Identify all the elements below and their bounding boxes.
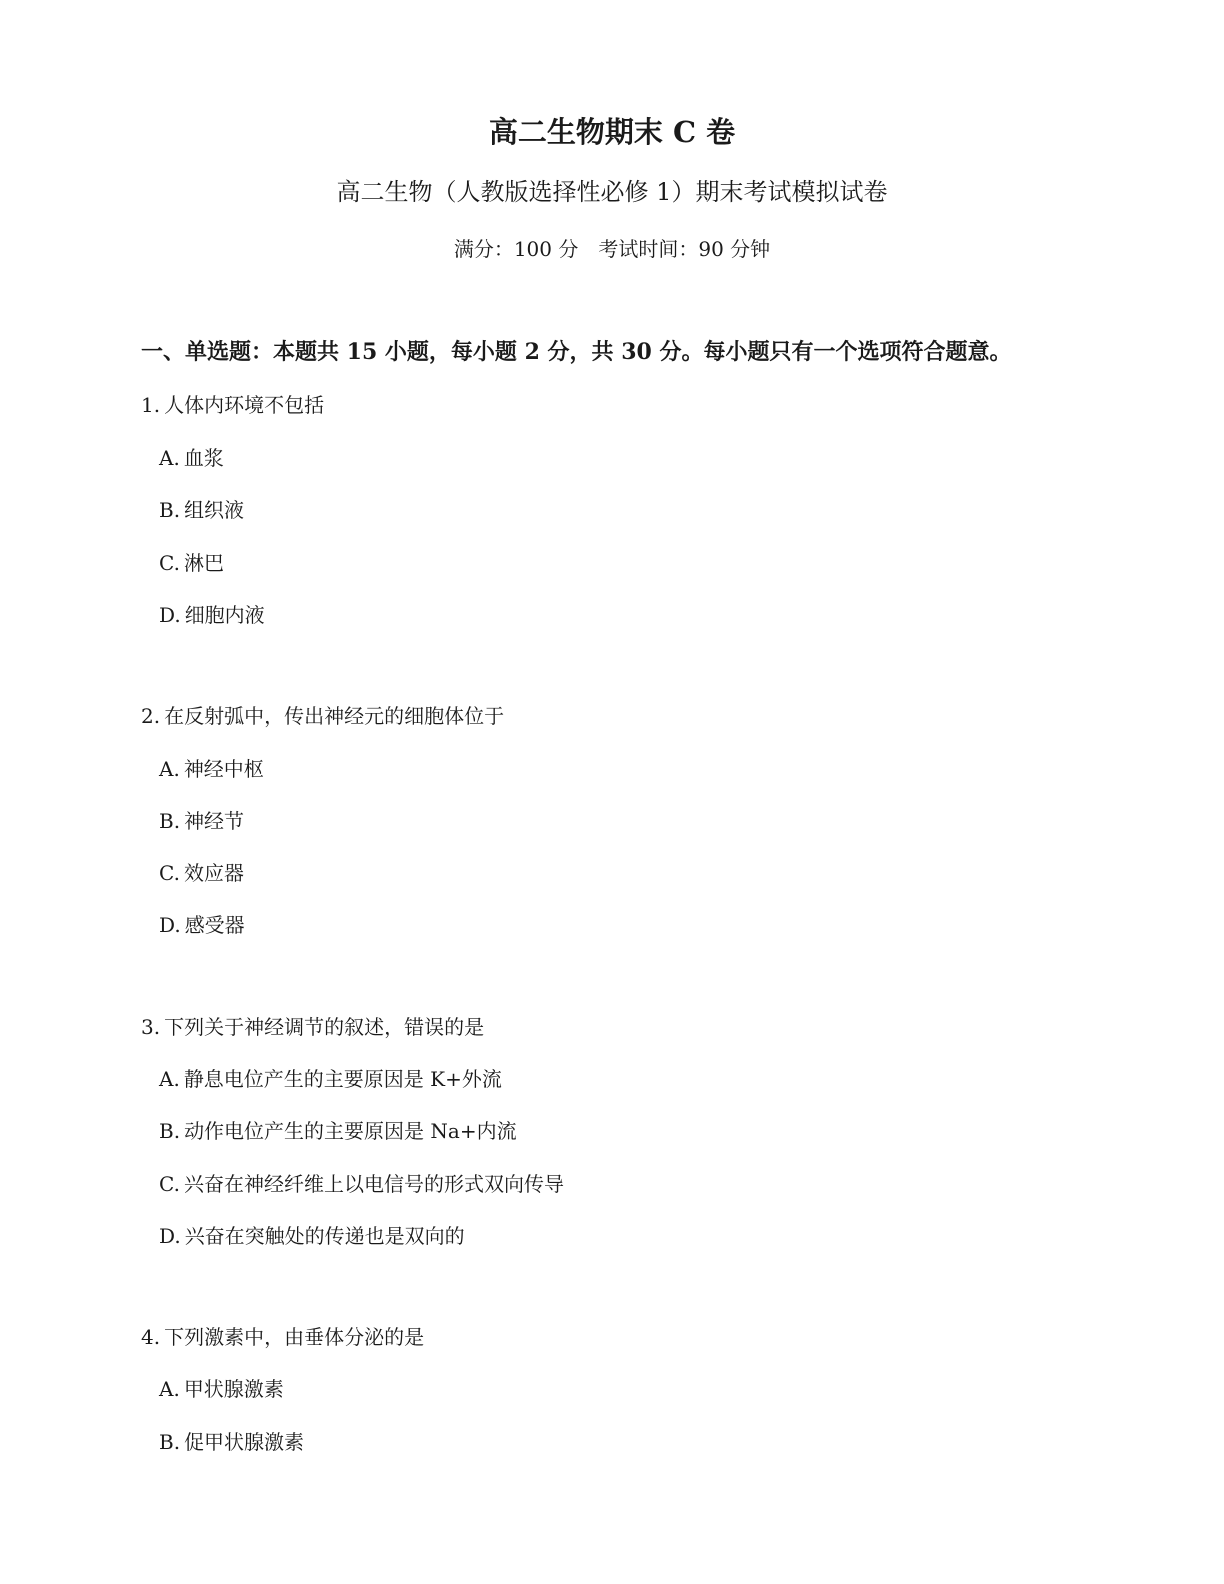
option-text: 兴奋在神经纤维上以电信号的形式双向传导 — [183, 1172, 564, 1196]
question-2-option-d — [159, 910, 245, 940]
option-letter: C. — [159, 861, 180, 885]
question-number: 3. — [141, 1015, 161, 1039]
section-heading: 一、单选题：本题共 15 小题，每小题 2 分，共 30 分。每小题只有一个选项符合题意。 — [141, 339, 1012, 365]
option-text: 感受器 — [184, 913, 245, 937]
question-1-option-a — [159, 443, 224, 473]
option-letter: A. — [159, 757, 180, 781]
option-letter: B. — [159, 1119, 181, 1143]
option-text: 甲状腺激素 — [183, 1377, 284, 1401]
question-4-stem — [141, 1322, 424, 1352]
question-3-option-b — [159, 1116, 517, 1146]
question-text: 下列关于神经调节的叙述，错误的是 — [164, 1015, 485, 1039]
option-letter: D. — [159, 603, 181, 627]
option-letter: A. — [159, 1067, 180, 1091]
question-2-option-a — [159, 754, 264, 784]
option-text: 动作电位产生的主要原因是 Na+内流 — [184, 1119, 517, 1143]
question-text: 下列激素中，由垂体分泌的是 — [164, 1325, 425, 1349]
option-text: 组织液 — [184, 498, 245, 522]
exam-meta: 满分：100 分 考试时间：90 分钟 — [453, 237, 771, 261]
question-2-option-b — [159, 806, 244, 836]
option-letter: B. — [159, 809, 181, 833]
question-text: 人体内环境不包括 — [164, 393, 325, 417]
question-4-option-a — [159, 1374, 284, 1404]
question-3-option-c — [159, 1169, 564, 1199]
option-letter: B. — [159, 1430, 181, 1454]
option-letter: A. — [159, 1377, 180, 1401]
question-number: 1. — [141, 393, 161, 417]
question-4-option-b — [159, 1427, 304, 1457]
document-subtitle: 高二生物（人教版选择性必修 1）期末考试模拟试卷 — [336, 178, 888, 206]
option-letter: D. — [159, 1224, 181, 1248]
question-2-option-c — [159, 858, 244, 888]
option-letter: B. — [159, 498, 181, 522]
option-text: 效应器 — [183, 861, 244, 885]
question-2-stem — [141, 701, 504, 731]
option-text: 兴奋在突触处的传递也是双向的 — [184, 1224, 465, 1248]
option-letter: C. — [159, 1172, 180, 1196]
question-1-option-d — [159, 600, 265, 630]
option-text: 神经节 — [184, 809, 245, 833]
question-1-stem — [141, 390, 324, 420]
option-text: 促甲状腺激素 — [184, 1430, 305, 1454]
question-number: 2. — [141, 704, 161, 728]
question-3-option-d — [159, 1221, 465, 1251]
option-text: 静息电位产生的主要原因是 K+外流 — [183, 1067, 502, 1091]
option-text: 淋巴 — [183, 551, 224, 575]
question-3-stem — [141, 1012, 484, 1042]
option-letter: D. — [159, 913, 181, 937]
question-1-option-c — [159, 548, 224, 578]
question-number: 4. — [141, 1325, 161, 1349]
question-3-option-a — [159, 1064, 502, 1094]
option-text: 神经中枢 — [183, 757, 264, 781]
option-text: 血浆 — [183, 446, 224, 470]
question-1-option-b — [159, 495, 244, 525]
option-letter: A. — [159, 446, 180, 470]
document-title: 高二生物期末 C 卷 — [488, 115, 736, 149]
question-text: 在反射弧中，传出神经元的细胞体位于 — [164, 704, 505, 728]
option-text: 细胞内液 — [184, 603, 265, 627]
option-letter: C. — [159, 551, 180, 575]
